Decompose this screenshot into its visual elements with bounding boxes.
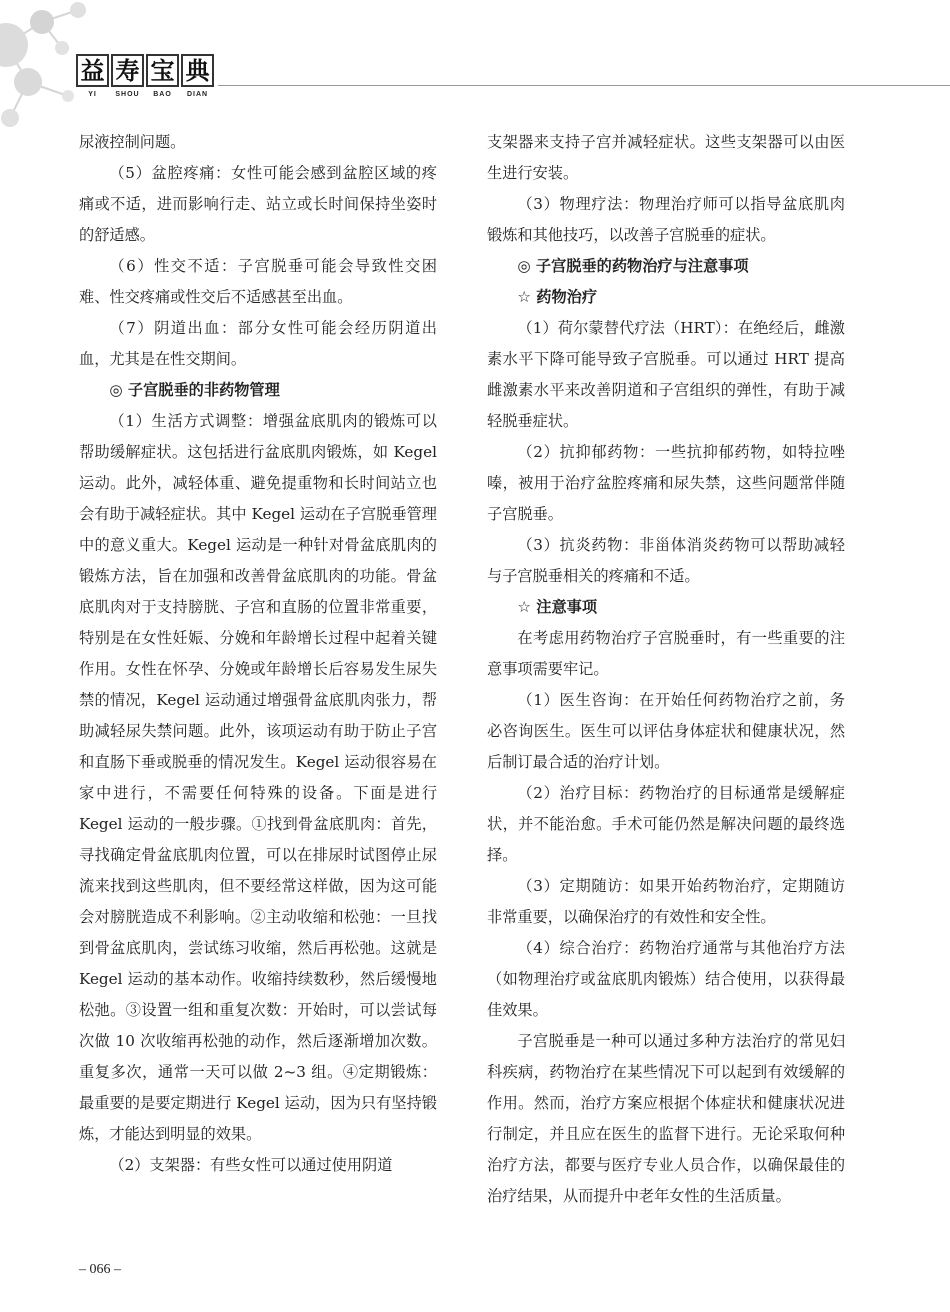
paragraph: 子宫脱垂是一种可以通过多种方法治疗的常见妇科疾病，药物治疗在某些情况下可以起到有效缓解的作用。然而，治疗方案应根据个体症状和健康状况进行制定，并且应在医生的监督下进行。无论采取何种治疗方法，都要与医疗专业人员合作，以确保最佳的治疗结果，从而提升中老年女性的生活质量。 (487, 1032, 845, 1205)
paragraph: （1）生活方式调整：增强盆底肌肉的锻炼可以帮助缓解症状。这包括进行盆底肌肉锻炼，如 Kegel 运动。此外，减轻体重、避免提重物和长时间站立也会有助于减轻症状。其中 Kegel 运动在子宫脱垂管理中的意义重大。Kegel 运动是一种针对骨盆底肌肉的锻炼方法，旨在加强和改善骨盆底肌肉的功能。骨盆底肌肉对于支持膀胱、子宫和直肠的位置非常重要，特别是在女性妊娠、分娩和年龄增长过程中起着关键作用。女性在怀孕、分娩或年龄增长后容易发生尿失禁的情况，Kegel 运动通过增强骨盆底肌肉张力，帮助减轻尿失禁问题。此外，该项运动有助于防止子宫和直肠下垂或脱垂的情况发生。Kegel 运动很容易在家中进行，不需要任何特殊的设备。下面是进行 Kegel 运动的一般步骤。①找到骨盆底肌肉：首先，寻找确定骨盆底肌肉位置，可以在排尿时试图停止尿流来找到这些肌肉，但不要经常这样做，因为这可能会对膀胱造成不利影响。②主动收缩和松弛：一旦找到骨盆底肌肉，尝试练习收缩，然后再松弛。这就是 Kegel 运动的基本动作。收缩持续数秒，然后缓慢地松弛。③设置一组和重复次数：开始时，可以尝试每次做 10 次收缩再松弛的动作，然后逐渐增加次数。重复多次，通常一天可以做 2~3 组。④定期锻炼：最重要的是要定期进行 Kegel 运动，因为只有坚持锻炼，才能达到明显的效果。 (79, 412, 437, 1143)
paragraph: （3）物理疗法：物理治疗师可以指导盆底肌肉锻炼和其他技巧，以改善子宫脱垂的症状。 (487, 195, 845, 244)
section-heading: ◎ 子宫脱垂的非药物管理 (109, 381, 280, 399)
paragraph: （7）阴道出血：部分女性可能会经历阴道出血，尤其是在性交期间。 (79, 319, 437, 368)
title-char: 宝 (146, 54, 179, 87)
paragraph: （5）盆腔疼痛：女性可能会感到盆腔区域的疼痛或不适，进而影响行走、站立或长时间保持坐姿时的舒适感。 (79, 164, 437, 244)
pinyin-syllable: BAO (153, 91, 172, 98)
subsection-heading: ☆ 药物治疗 (517, 288, 598, 306)
section-heading: ◎ 子宫脱垂的药物治疗与注意事项 (517, 257, 749, 275)
paragraph: （4）综合治疗：药物治疗通常与其他治疗方法（如物理治疗或盆底肌肉锻炼）结合使用，以获得最佳效果。 (487, 939, 845, 1019)
title-char: 典 (181, 54, 214, 87)
paragraph: （1）医生咨询：在开始任何药物治疗之前，务必咨询医生。医生可以评估身体症状和健康状况，然后制订最合适的治疗计划。 (487, 691, 845, 771)
paragraph: （2）抗抑郁药物：一些抗抑郁药物，如特拉唑嗪，被用于治疗盆腔疼痛和尿失禁，这些问题常伴随子宫脱垂。 (487, 443, 845, 523)
right-column (487, 127, 845, 1212)
paragraph: （3）定期随访：如果开始药物治疗，定期随访非常重要，以确保治疗的有效性和安全性。 (487, 877, 845, 926)
paragraph: （2）支架器：有些女性可以通过使用阴道 (109, 1156, 393, 1174)
title-pinyin (76, 91, 214, 98)
paragraph: 在考虑用药物治疗子宫脱垂时，有一些重要的注意事项需要牢记。 (487, 629, 845, 678)
pinyin-syllable: YI (88, 91, 97, 98)
pinyin-syllable: SHOU (115, 91, 140, 98)
paragraph: 尿液控制问题。 (79, 133, 186, 151)
paragraph: （1）荷尔蒙替代疗法（HRT）：在绝经后，雌激素水平下降可能导致子宫脱垂。可以通过 HRT 提高雌激素水平来改善阴道和子宫组织的弹性，有助于减轻脱垂症状。 (487, 319, 845, 430)
paragraph: （6）性交不适：子宫脱垂可能会导致性交困难、性交疼痛或性交后不适感甚至出血。 (79, 257, 437, 306)
book-title (76, 54, 214, 87)
pinyin-syllable: DIAN (186, 91, 209, 98)
paragraph: （2）治疗目标：药物治疗的目标通常是缓解症状，并不能治愈。手术可能仍然是解决问题的最终选择。 (487, 784, 845, 864)
left-column (79, 127, 437, 1181)
header-rule (218, 85, 950, 86)
title-char: 寿 (111, 54, 144, 87)
page-number: – 066 – (79, 1262, 121, 1277)
subsection-heading: ☆ 注意事项 (517, 598, 598, 616)
paragraph: （3）抗炎药物：非甾体消炎药物可以帮助减轻与子宫脱垂相关的疼痛和不适。 (487, 536, 845, 585)
title-char: 益 (76, 54, 109, 87)
paragraph: 支架器来支持子宫并减轻症状。这些支架器可以由医生进行安装。 (487, 133, 845, 182)
